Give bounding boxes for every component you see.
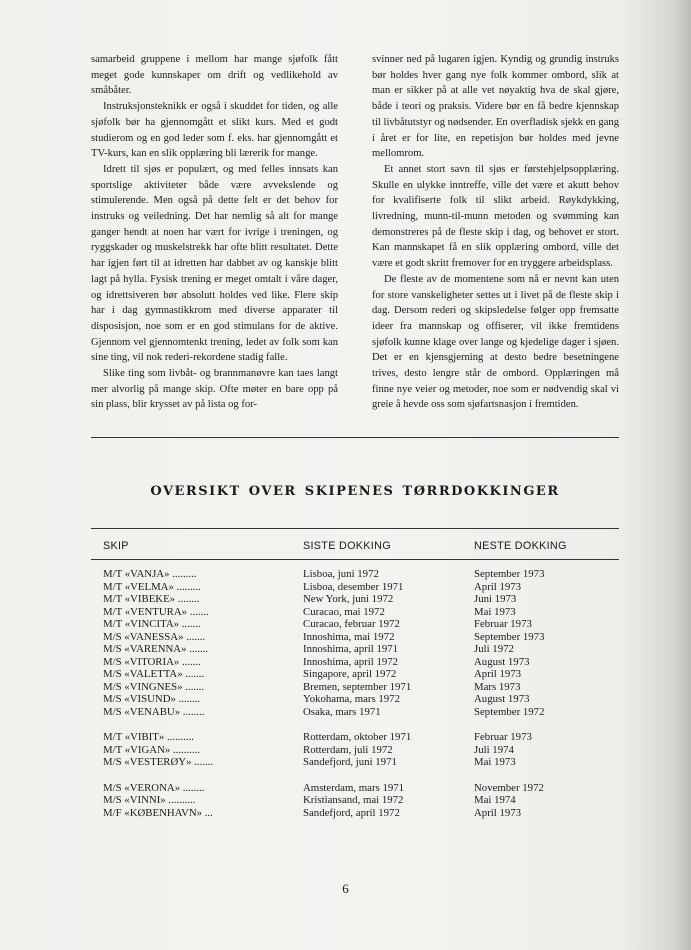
section-divider — [91, 437, 619, 438]
next-docking: Mai 1974 — [474, 794, 516, 806]
text-column-left — [91, 52, 338, 413]
header-rule — [91, 559, 619, 560]
ship-group — [91, 782, 619, 820]
table-row — [91, 606, 619, 619]
next-docking: Juni 1973 — [474, 593, 517, 605]
table-row — [91, 631, 619, 644]
next-docking: April 1973 — [474, 806, 522, 819]
last-docking: Innoshima, april 1972 — [303, 655, 399, 668]
last-docking: Osaka, mars 1971 — [303, 705, 381, 718]
table-row — [91, 782, 619, 795]
next-docking: September 1973 — [474, 630, 545, 643]
ship-name: M/S «VERONA» ........ — [103, 781, 205, 794]
ship-name: M/F «KØBENHAVN» ... — [103, 806, 213, 819]
page-number: 6 — [342, 881, 349, 896]
ship-group — [91, 568, 619, 718]
next-docking: Mai 1973 — [474, 756, 516, 768]
last-docking: Innoshima, mai 1972 — [303, 630, 395, 643]
last-docking: Amsterdam, mars 1971 — [303, 781, 405, 794]
ship-name: M/T «VINCITA» ....... — [103, 618, 201, 630]
paragraph: samarbeid gruppene i mellom har mange sjøfolk fått meget gode kunnskaper om drift og vedlikehold av småbåter. — [91, 54, 338, 97]
ship-name: M/T «VIBIT» .......... — [103, 731, 194, 743]
paragraph: Idrett til sjøs er populært, og med felles innsats kan sportslige aktiviteter både være avvekslende og stimulerende. Men også på dette felt er det behov for instruks og veiledning. Det har nemlig så alt for mange ganger hendt at noen har vært for ivrige i treningen, og ryggskader og muskelstrekk har ofte blitt resultatet. Dette har igjen ført til at idretten har dabbet av og kanskje blitt lagt på hylla. Fysisk trening er meget omtalt i våre dager, og idrettsiveren bør absolutt holdes ved like. Flere skip har i dag gymnastikkrom med diverse apparater til disposisjon, noe som er en god stimulans for de aktive. Gjennom vel gjennomtenkt trening, ledet av folk som kan sine ting, vil nok rederi-rekordene stadig falle. — [91, 163, 338, 364]
ship-name: M/S «VARENNA» ....... — [103, 643, 209, 655]
ship-name: M/S «VINGNES» ....... — [103, 680, 205, 693]
paragraph: Slike ting som livbåt- og brannmanøvre kan taes langt mer alvorlig på mange skip. Ofte møter en bare opp på sin plass, blir krysset av på lista og for- — [91, 368, 338, 411]
table-row — [91, 593, 619, 606]
last-docking: Bremen, september 1971 — [303, 680, 412, 693]
last-docking: Curacao, februar 1972 — [303, 618, 400, 630]
next-docking: September 1972 — [474, 705, 545, 718]
last-docking: Rotterdam, juli 1972 — [303, 743, 393, 756]
last-docking: Singapore, april 1972 — [303, 668, 397, 680]
text-column-right — [372, 52, 619, 413]
ship-name: M/T «VELMA» ......... — [103, 580, 201, 593]
next-docking: September 1973 — [474, 568, 545, 580]
next-docking: April 1973 — [474, 580, 522, 593]
table-row — [91, 756, 619, 769]
table-row — [91, 731, 619, 744]
ship-name: M/S «VISUND» ........ — [103, 693, 201, 705]
header-skip: SKIP — [103, 540, 129, 552]
table-row — [91, 794, 619, 807]
ship-name: M/S «VINNI» .......... — [103, 794, 196, 806]
ship-name: M/T «VENTURA» ....... — [103, 605, 209, 618]
next-docking: Februar 1973 — [474, 618, 532, 630]
table-row — [91, 744, 619, 757]
header-siste-dokking: SISTE DOKKING — [303, 540, 391, 552]
table-row — [91, 581, 619, 594]
last-docking: Rotterdam, oktober 1971 — [303, 731, 412, 743]
article-columns — [91, 52, 619, 413]
next-docking: Juli 1974 — [474, 743, 514, 756]
next-docking: Mai 1973 — [474, 605, 516, 618]
paragraph: De fleste av de momentene som nå er nevnt kan uten for store vanskeligheter settes ut i livet på de fleste skip i dag. Dersom rederi og skipsledelse følger opp fremsatte ideer fra mannskap og offiserer, vil ikke fremtidens sjøfolk kunne klage over lange og kjedelige dager i sjøen. Det er en kjensgjerning at desto bedre besetningene trives, desto lengre står de ombord. Opplæringen må finne nye veier og metoder, noe som er nødvendig skal vi greie å hevde oss som sjøfartsnasjon i fremtiden. — [372, 273, 619, 411]
ship-name: M/S «VENABU» ........ — [103, 705, 205, 718]
last-docking: Lisboa, desember 1971 — [303, 580, 404, 593]
ship-name: M/T «VIBEKE» ........ — [103, 593, 200, 605]
next-docking: April 1973 — [474, 668, 522, 680]
last-docking: Yokohama, mars 1972 — [303, 693, 400, 705]
last-docking: Sandefjord, juni 1971 — [303, 756, 397, 768]
table-heading: oversikt over skipenes tørrdokkinger — [150, 478, 560, 500]
ship-name: M/S «VANESSA» ....... — [103, 630, 206, 643]
last-docking: New York, juni 1972 — [303, 593, 394, 605]
next-docking: Juli 1972 — [474, 643, 514, 655]
next-docking: August 1973 — [474, 693, 530, 705]
next-docking: Februar 1973 — [474, 731, 532, 743]
ship-name: M/S «VALETTA» ....... — [103, 668, 205, 680]
table-row — [91, 706, 619, 719]
drydock-table — [91, 535, 619, 819]
table-row — [91, 807, 619, 820]
table-row — [91, 693, 619, 706]
table-body — [91, 568, 619, 819]
table-row — [91, 643, 619, 656]
last-docking: Curacao, mai 1972 — [303, 605, 385, 618]
table-row — [91, 681, 619, 694]
next-docking: August 1973 — [474, 655, 530, 668]
ship-name: M/S «VESTERØY» ....... — [103, 756, 214, 768]
heading-rule — [91, 528, 619, 529]
next-docking: November 1972 — [474, 781, 544, 794]
ship-group — [91, 731, 619, 769]
table-row — [91, 618, 619, 631]
ship-name: M/S «VITORIA» ....... — [103, 655, 201, 668]
last-docking: Lisboa, juni 1972 — [303, 568, 379, 580]
ship-name: M/T «VANJA» ......... — [103, 568, 197, 580]
last-docking: Kristiansand, mai 1972 — [303, 794, 404, 806]
next-docking: Mars 1973 — [474, 680, 521, 693]
header-neste-dokking: NESTE DOKKING — [474, 540, 567, 552]
paragraph: svinner ned på lugaren igjen. Kyndig og grundig instruks bør holdes hver gang nye folk kommer ombord, slik at man er sikker på at alle vet nøyaktig hva de skal gjøre, både i teori og praksis. Videre bør en få bedre kjennskap til livbåtutstyr og nødsender. En overfladisk sjekk en gang i året er for lite, en repetisjon bør holdes med jevne mellomrom. — [372, 54, 619, 160]
table-row — [91, 668, 619, 681]
paragraph: Et annet stort savn til sjøs er førstehjelpsopplæring. Skulle en ulykke inntreffe, ville det være et akutt behov for kvalifiserte folk til slikt arbeid. Røykdykking, livredning, munn-til-munn metoden og svømming kan demonstreres på de fleste skip i dag, og behovet er stort. Kan mannskapet få en slik opplæring ombord, ville det være et godt skritt fremover for en tryggere arbeidsplass. — [372, 163, 619, 270]
table-row — [91, 568, 619, 581]
paragraph: Instruksjonsteknikk er også i skuddet for tiden, og alle sjøfolk bør ha gjennomgått et slikt kurs. Med et godt studierom og en god leder som f. eks. har gjennomgått et TV-kurs, kan en slik opplæring bli lærerik for mange. — [91, 101, 338, 160]
last-docking: Innoshima, april 1971 — [303, 643, 399, 655]
table-row — [91, 656, 619, 669]
ship-name: M/T «VIGAN» .......... — [103, 743, 200, 756]
last-docking: Sandefjord, april 1972 — [303, 806, 400, 819]
table-header-row — [91, 535, 619, 557]
